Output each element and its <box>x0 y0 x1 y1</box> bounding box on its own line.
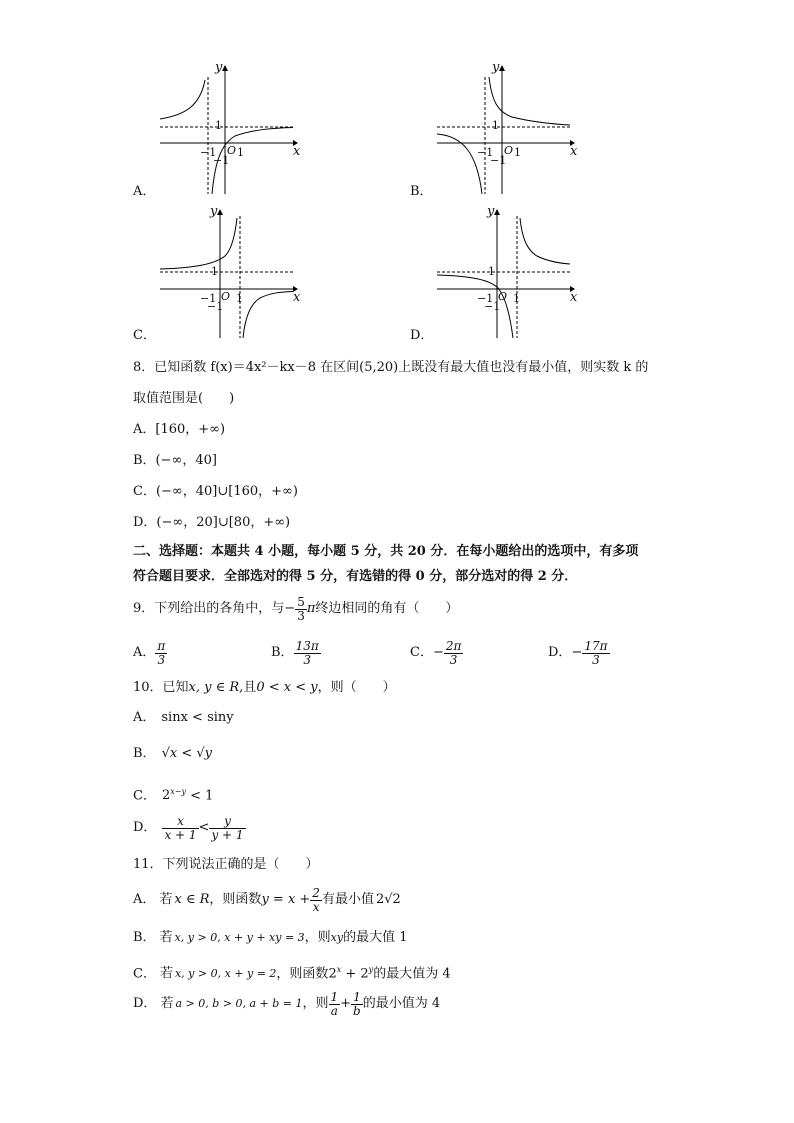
q10-option-d-letter: D． <box>133 820 157 835</box>
x-axis-label: x <box>570 290 578 305</box>
graph-option-d-label: D． <box>410 328 434 343</box>
q9-option-d-letter: D． <box>548 645 572 660</box>
q9-option-b-num: 13π <box>295 638 319 653</box>
q9-option-c-sign: − <box>432 645 444 660</box>
q8-stem-line1: 8．已知函数 f(x)＝4x²－kx－8 在区间(5,20)上既没有最大值也没有最小值，则实数 k 的 <box>133 360 649 375</box>
q10-option-d-num2: y <box>209 815 245 829</box>
q10-option-c-letter: C． <box>133 788 156 804</box>
q10-prefix: 10．已知 <box>133 680 189 695</box>
x-axis-label: x <box>293 144 301 159</box>
y-axis-label: y <box>210 204 218 219</box>
q10-option-b-expr-a: √x <box>161 746 178 761</box>
q11-option-d <box>133 986 440 1022</box>
graph-d-plot <box>432 206 582 341</box>
q9-option-c-fraction <box>444 640 464 667</box>
q9-option-a-den: 3 <box>157 652 166 667</box>
q8-stem-line2: 取值范围是( ) <box>133 391 235 406</box>
q10-option-d-den2: y + 1 <box>211 827 244 842</box>
section2-header-line1: 二、选择题：本题共 4 小题，每小题 5 分，共 20 分．在每小题给出的选项中，有多项 <box>133 544 639 559</box>
tick-1: 1 <box>236 292 243 305</box>
q9-option-d <box>548 636 610 670</box>
q10-suffix: ，则（ ） <box>317 680 396 695</box>
q11-option-a <box>133 883 401 917</box>
tick-1: 1 <box>514 146 521 159</box>
q11-option-d-t3: 的最小值为 4 <box>362 996 441 1011</box>
q9-frac-den: 3 <box>297 608 305 623</box>
q11-option-d-frac1 <box>329 991 341 1018</box>
q11-option-c-m2: 2 <box>328 966 337 982</box>
graph-option-a <box>155 62 305 197</box>
q9-fraction <box>295 596 307 623</box>
q11-option-a-t2: ，则函数 <box>209 892 262 907</box>
tick-neg-1: −1 <box>477 292 494 305</box>
q11-option-b-letter: B． <box>133 930 156 945</box>
q10-option-c-rest: < 1 <box>185 788 214 804</box>
q9-option-b <box>271 636 321 670</box>
q10-option-b-letter: B． <box>133 746 156 761</box>
q11-option-a-letter: A． <box>133 892 156 907</box>
q11-option-b-t1: 若 <box>159 930 173 945</box>
tick-neg-1: −1 <box>477 146 494 159</box>
tick-1: 1 <box>513 292 520 305</box>
tick-1: 1 <box>211 265 218 278</box>
q11-option-d-plus: + <box>340 996 352 1011</box>
tick-neg-1: −1 <box>213 154 230 167</box>
q11-option-a-m3: 2√2 <box>375 892 401 907</box>
q11-option-c-letter: C． <box>133 966 156 982</box>
graph-a-plot <box>155 62 305 197</box>
q11-option-b <box>133 930 408 946</box>
q9-option-c-den: 3 <box>449 652 458 667</box>
q11-option-a-frac <box>310 887 322 914</box>
q9-option-c-num: 2π <box>445 638 462 653</box>
tick-neg-1: −1 <box>490 154 507 167</box>
q11-option-a-fnum: 2 <box>312 885 320 900</box>
y-axis-label: y <box>487 204 495 219</box>
q9-option-c <box>410 636 463 670</box>
q11-option-a-fden: x <box>312 899 320 914</box>
q11-stem: 11．下列说法正确的是（ ） <box>133 857 319 872</box>
q11-option-d-letter: D． <box>133 996 157 1011</box>
graph-option-b <box>432 62 582 197</box>
q11-option-c-sup1: x <box>336 965 342 974</box>
q10-option-d-den1: x + 1 <box>164 827 197 842</box>
q11-option-c-sup2: y <box>368 965 374 974</box>
q11-option-c-m1: x, y > 0, x + y = 2 <box>174 967 277 981</box>
origin-label: O <box>227 144 237 157</box>
q10-option-b-lt: < <box>177 746 197 761</box>
graph-option-c <box>155 206 305 341</box>
q9-option-d-sign: − <box>571 645 583 660</box>
q8-option-c: C．(−∞，40]∪[160，+∞) <box>133 484 298 499</box>
origin-label: O <box>504 144 514 157</box>
q10-option-d-frac2 <box>209 815 245 842</box>
q9-option-a-fraction <box>155 640 167 667</box>
q10-mid: ,且 <box>239 680 257 695</box>
q11-option-c-t3: 的最大值为 4 <box>373 966 451 982</box>
tick-neg-1: −1 <box>200 292 217 305</box>
q10-option-a <box>133 710 234 726</box>
origin-label: O <box>221 290 231 303</box>
q10-option-a-letter: A． <box>133 710 156 725</box>
q9-suffix: 终边相同的角有（ ） <box>315 601 459 616</box>
q9-option-d-fraction <box>582 640 609 667</box>
tick-1: 1 <box>488 265 495 278</box>
q11-option-b-m2: xy <box>330 931 344 944</box>
q11-option-c <box>133 962 451 982</box>
graph-option-d <box>432 206 582 341</box>
q11-option-d-m1: a > 0, b > 0, a + b = 1 <box>175 997 303 1010</box>
section2-header-line2: 符合题目要求．全部选对的得 5 分，有选错的得 0 分，部分选对的得 2 分． <box>133 569 578 584</box>
tick-1: 1 <box>492 119 499 132</box>
q10-option-b <box>133 746 212 762</box>
q11-option-b-t3: 的最大值 1 <box>343 930 408 945</box>
q11-option-b-m1: x, y > 0, x + y + xy = 3 <box>174 931 305 944</box>
q10-option-a-expr: sinx < siny <box>161 710 234 725</box>
x-axis-label: x <box>570 144 578 159</box>
q9-option-b-fraction <box>294 640 321 667</box>
tick-neg-1: −1 <box>200 146 217 159</box>
q9-option-a-num: π <box>157 638 166 653</box>
graph-option-c-label: C． <box>133 328 156 343</box>
q9-stem <box>133 592 458 626</box>
tick-neg-1: −1 <box>207 300 224 313</box>
y-axis-label: y <box>492 60 500 75</box>
q9-prefix: 9．下列给出的各角中，与 <box>133 601 285 616</box>
q9-option-b-letter: B． <box>271 645 294 660</box>
q9-frac-num: 5 <box>297 594 305 609</box>
q8-option-b: B．(−∞，40] <box>133 453 217 468</box>
graph-b-plot <box>432 62 582 197</box>
q11-option-d-fnum2: 1 <box>351 991 363 1005</box>
q9-option-a <box>133 636 167 670</box>
q10-option-d-lt: < <box>198 820 210 835</box>
q11-option-a-m1: x ∈ R <box>174 892 210 907</box>
q9-pi: π <box>306 601 316 616</box>
q8-option-d: D．(−∞，20]∪[80，+∞) <box>133 515 291 530</box>
q10-option-d-num1: x <box>162 815 198 829</box>
x-axis-label: x <box>293 290 301 305</box>
q11-option-d-t2: ，则 <box>302 996 329 1011</box>
q10-option-b-expr-b: √y <box>196 746 212 761</box>
q11-option-d-fden1: a <box>330 1003 338 1018</box>
q9-option-c-letter: C． <box>410 645 433 660</box>
q11-option-c-plus: + 2 <box>341 966 369 982</box>
q9-option-d-num: 17π <box>584 638 608 653</box>
q10-cond: x, y ∈ R <box>188 680 240 695</box>
q10-option-c <box>133 784 213 804</box>
q9-option-a-letter: A． <box>133 645 156 660</box>
tick-1: 1 <box>237 146 244 159</box>
q11-option-d-fden2: b <box>353 1003 361 1018</box>
q10-option-c-exp: x−y <box>170 787 186 796</box>
graph-c-plot <box>155 206 305 341</box>
q11-option-a-m2: y = x + <box>261 892 311 907</box>
q10-option-c-base: 2 <box>161 788 171 804</box>
q11-option-a-t3: 有最小值 <box>321 892 374 907</box>
q10-stem <box>133 680 396 696</box>
origin-label: O <box>498 290 508 303</box>
q11-option-b-t2: ，则 <box>304 930 331 945</box>
graph-option-a-label: A． <box>133 184 156 199</box>
q8-option-a: A．[160，+∞) <box>133 422 226 437</box>
tick-neg-1: −1 <box>484 300 501 313</box>
q10-option-d-frac1 <box>162 815 198 842</box>
y-axis-label: y <box>215 60 223 75</box>
q11-option-a-t1: 若 <box>159 892 173 907</box>
q11-option-d-frac2 <box>351 991 363 1018</box>
q9-option-b-den: 3 <box>303 652 311 667</box>
q11-option-d-t1: 若 <box>160 996 174 1011</box>
q9-option-d-den: 3 <box>592 652 600 667</box>
q10-cond2: 0 < x < y <box>256 680 318 695</box>
q11-option-d-fnum1: 1 <box>330 989 339 1004</box>
q11-option-c-t2: ，则函数 <box>276 966 329 982</box>
tick-1: 1 <box>215 119 222 132</box>
q11-option-c-t1: 若 <box>159 966 173 982</box>
q9-neg: − <box>284 601 296 616</box>
graph-option-b-label: B． <box>410 184 433 199</box>
q10-option-d <box>133 810 246 846</box>
